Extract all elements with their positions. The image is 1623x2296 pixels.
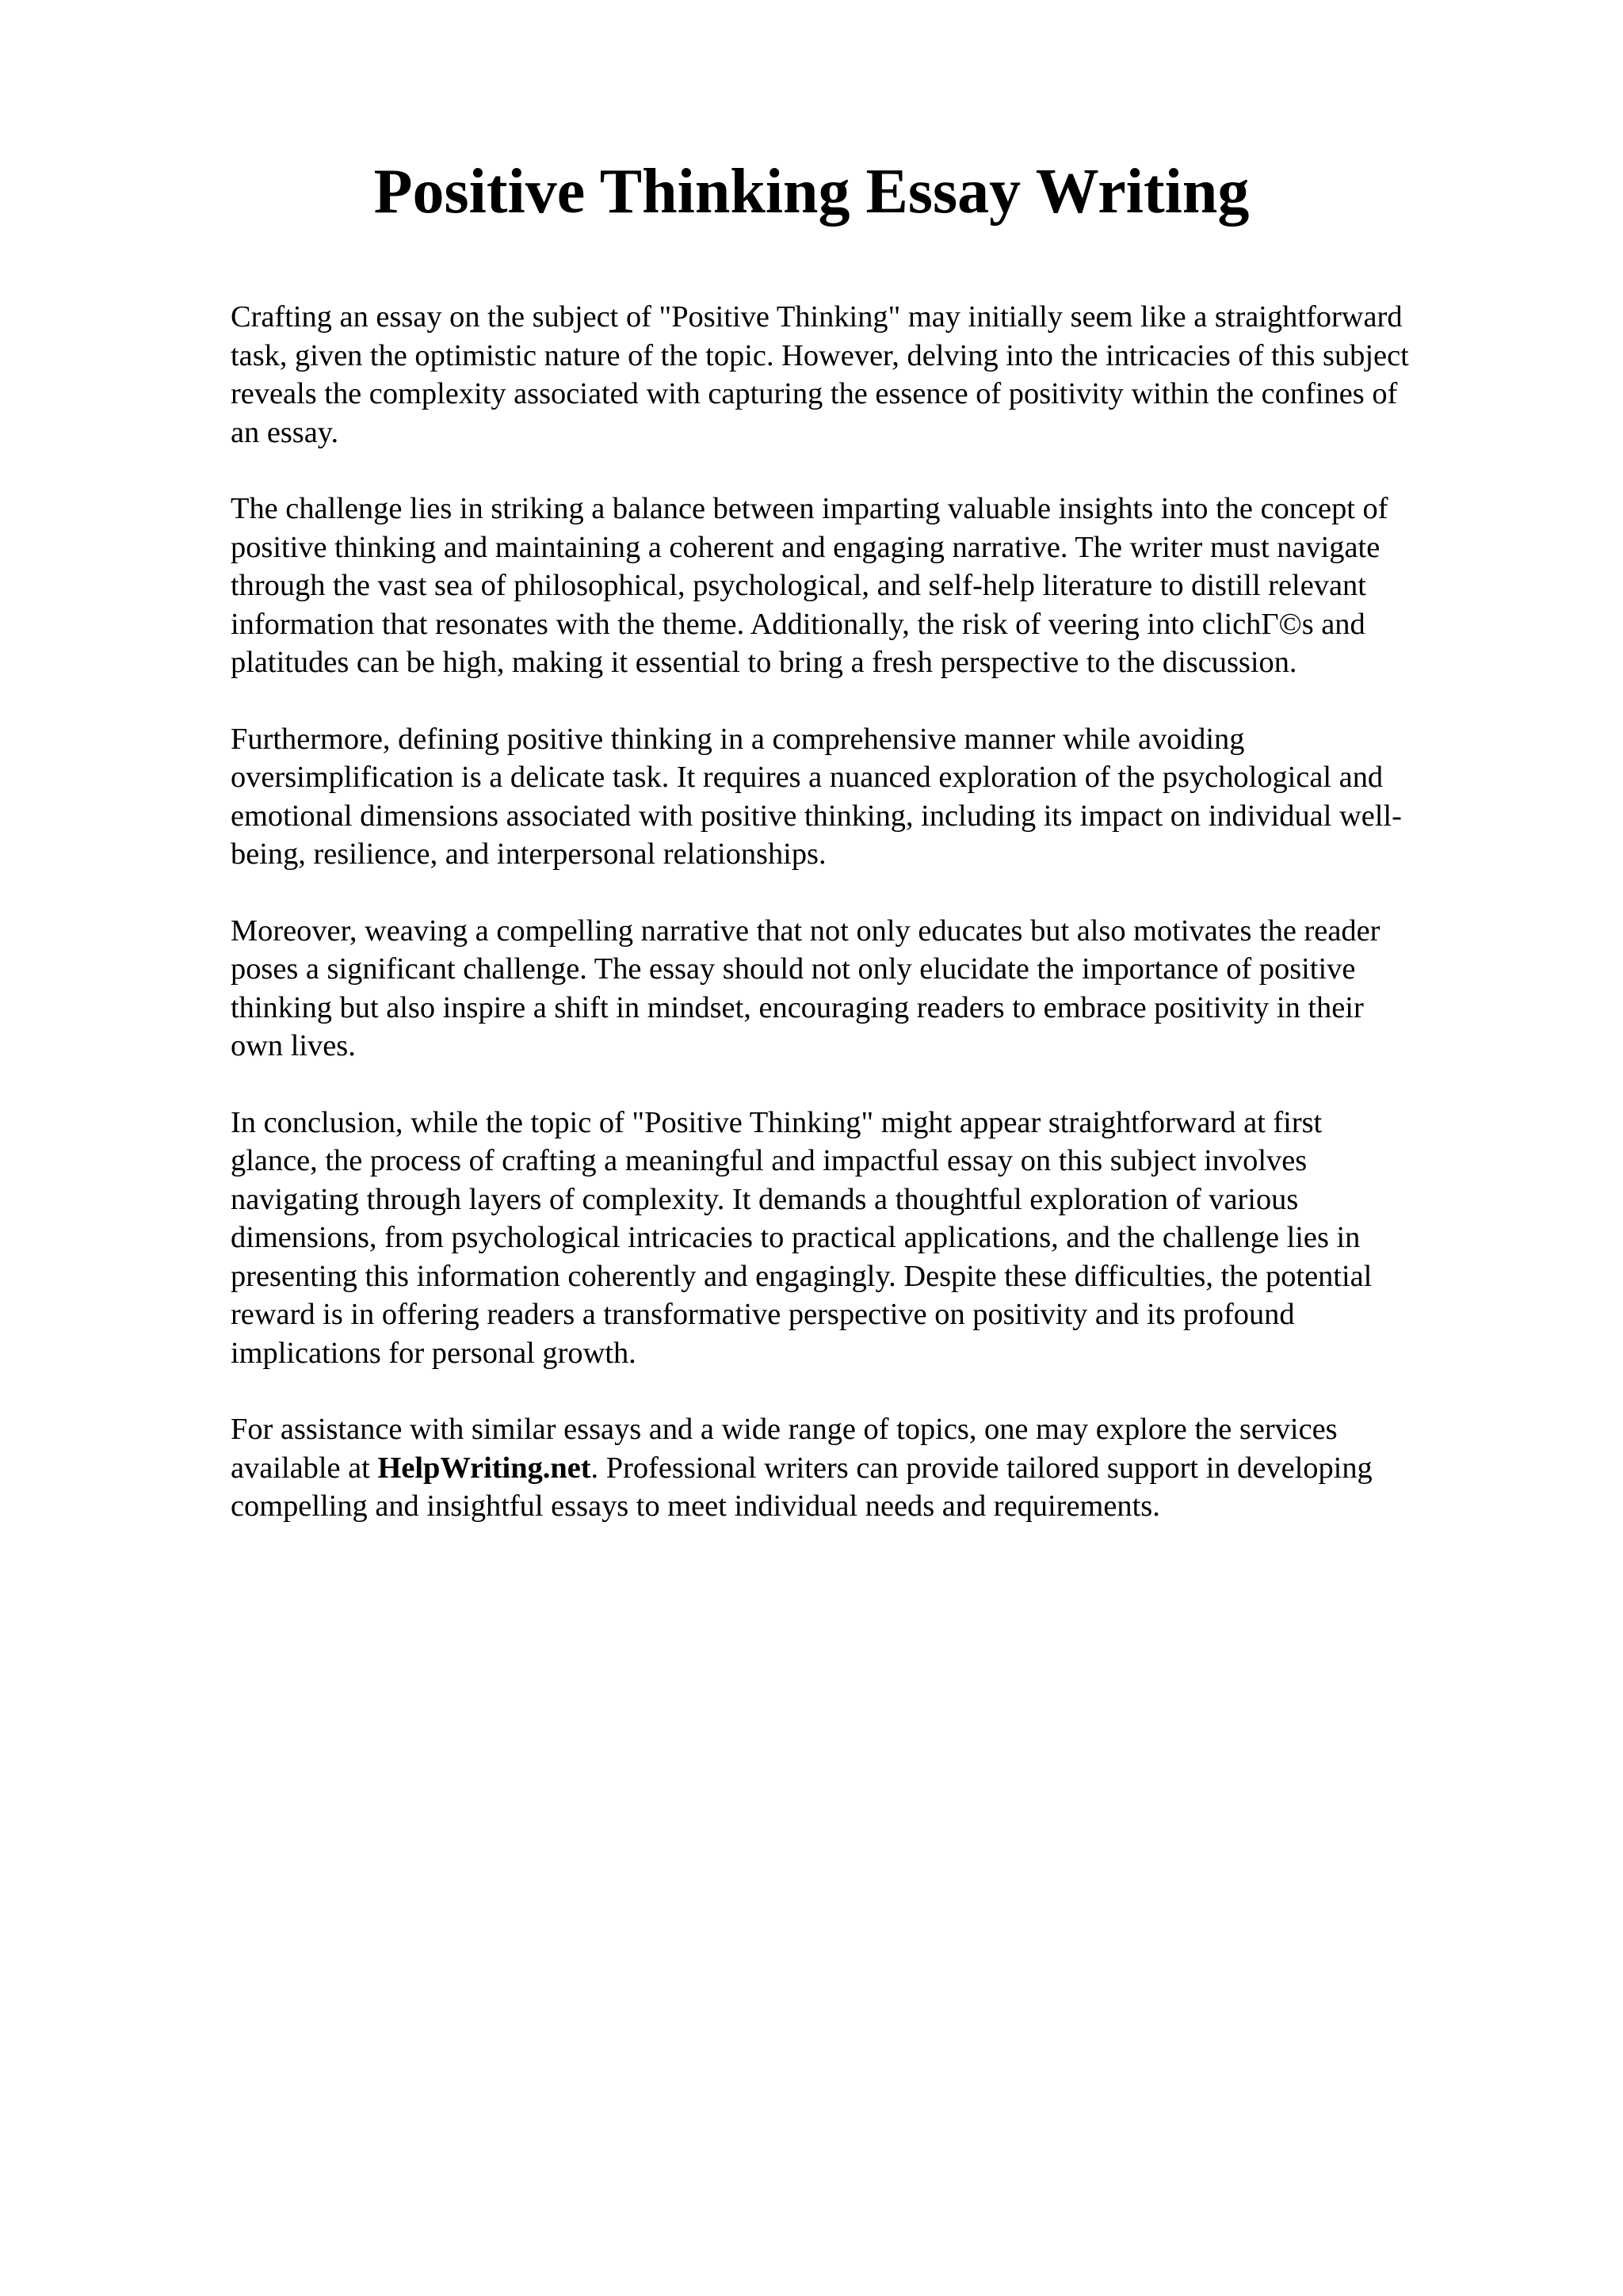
- paragraph-line: an essay.: [231, 415, 339, 449]
- paragraph-line: through the vast sea of philosophical, psychological, and self-help literature to distill relevant: [231, 569, 1366, 602]
- paragraph-1: [231, 298, 1507, 452]
- paragraph-line: being, resilience, and interpersonal relationships.: [231, 837, 827, 871]
- paragraph-line: platitudes can be high, making it essential to bring a fresh perspective to the discussion.: [231, 646, 1297, 679]
- paragraph-line: For assistance with similar essays and a wide range of topics, one may explore the services: [231, 1413, 1338, 1446]
- paragraph-line: presenting this information coherently and engagingly. Despite these difficulties, the potential: [231, 1259, 1373, 1293]
- paragraph-line: reveals the complexity associated with capturing the essence of positivity within the confines of: [231, 377, 1398, 410]
- paragraph-line: own lives.: [231, 1029, 356, 1062]
- paragraph-line: In conclusion, while the topic of "Positive Thinking" might appear straightforward at first: [231, 1105, 1323, 1139]
- document-body: [231, 298, 1507, 1564]
- paragraph-line: Crafting an essay on the subject of "Positive Thinking" may initially seem like a straightforward: [231, 300, 1403, 334]
- paragraph-line: task, given the optimistic nature of the topic. However, delving into the intricacies of this subject: [231, 338, 1409, 372]
- closing-suffix-text: . Professional writers can provide tailored support in developing: [590, 1451, 1373, 1485]
- paragraph-line: Moreover, weaving a compelling narrative that not only educates but also motivates the reader: [231, 913, 1381, 948]
- paragraph-line: compelling and insightful essays to meet individual needs and requirements.: [231, 1489, 1160, 1523]
- paragraph-line: Furthermore, defining positive thinking in a comprehensive manner while avoiding: [231, 722, 1245, 756]
- paragraph-line: information that resonates with the theme. Additionally, the risk of veering into clichΓ©s and: [231, 607, 1365, 641]
- paragraph-line: dimensions, from psychological intricacies to practical applications, and the challenge lies in: [231, 1221, 1361, 1254]
- paragraph-line: poses a significant challenge. The essay should not only elucidate the importance of positive: [231, 952, 1356, 986]
- paragraph-line: oversimplification is a delicate task. It requires a nuanced exploration of the psychological and: [231, 761, 1384, 794]
- paragraph-closing: [231, 1410, 1507, 1526]
- paragraph-line: thinking but also inspire a shift in mindset, encouraging readers to embrace positivity in their: [231, 990, 1364, 1024]
- paragraph-5: [231, 1104, 1507, 1373]
- helpwriting-link[interactable]: HelpWriting.net: [377, 1451, 591, 1485]
- paragraph-line: glance, the process of crafting a meaningful and impactful essay on this subject involves: [231, 1144, 1308, 1177]
- paragraph-line: reward is in offering readers a transformative perspective on positivity and its profound: [231, 1298, 1295, 1331]
- paragraph-2: [231, 490, 1507, 682]
- paragraph-line: positive thinking and maintaining a coherent and engaging narrative. The writer must navigate: [231, 530, 1381, 564]
- closing-prefix-text: available at: [231, 1451, 378, 1485]
- paragraph-4: [231, 912, 1507, 1066]
- paragraph-line: implications for personal growth.: [231, 1336, 636, 1370]
- paragraph-3: [231, 720, 1507, 874]
- document-title: Positive Thinking Essay Writing: [373, 157, 1250, 227]
- paragraph-line-with-link: [231, 1449, 1507, 1488]
- paragraph-line: emotional dimensions associated with positive thinking, including its impact on individual well-: [231, 799, 1402, 833]
- paragraph-line: The challenge lies in striking a balance between imparting valuable insights into the concept of: [231, 492, 1388, 525]
- paragraph-line: navigating through layers of complexity. It demands a thoughtful exploration of various: [231, 1182, 1299, 1216]
